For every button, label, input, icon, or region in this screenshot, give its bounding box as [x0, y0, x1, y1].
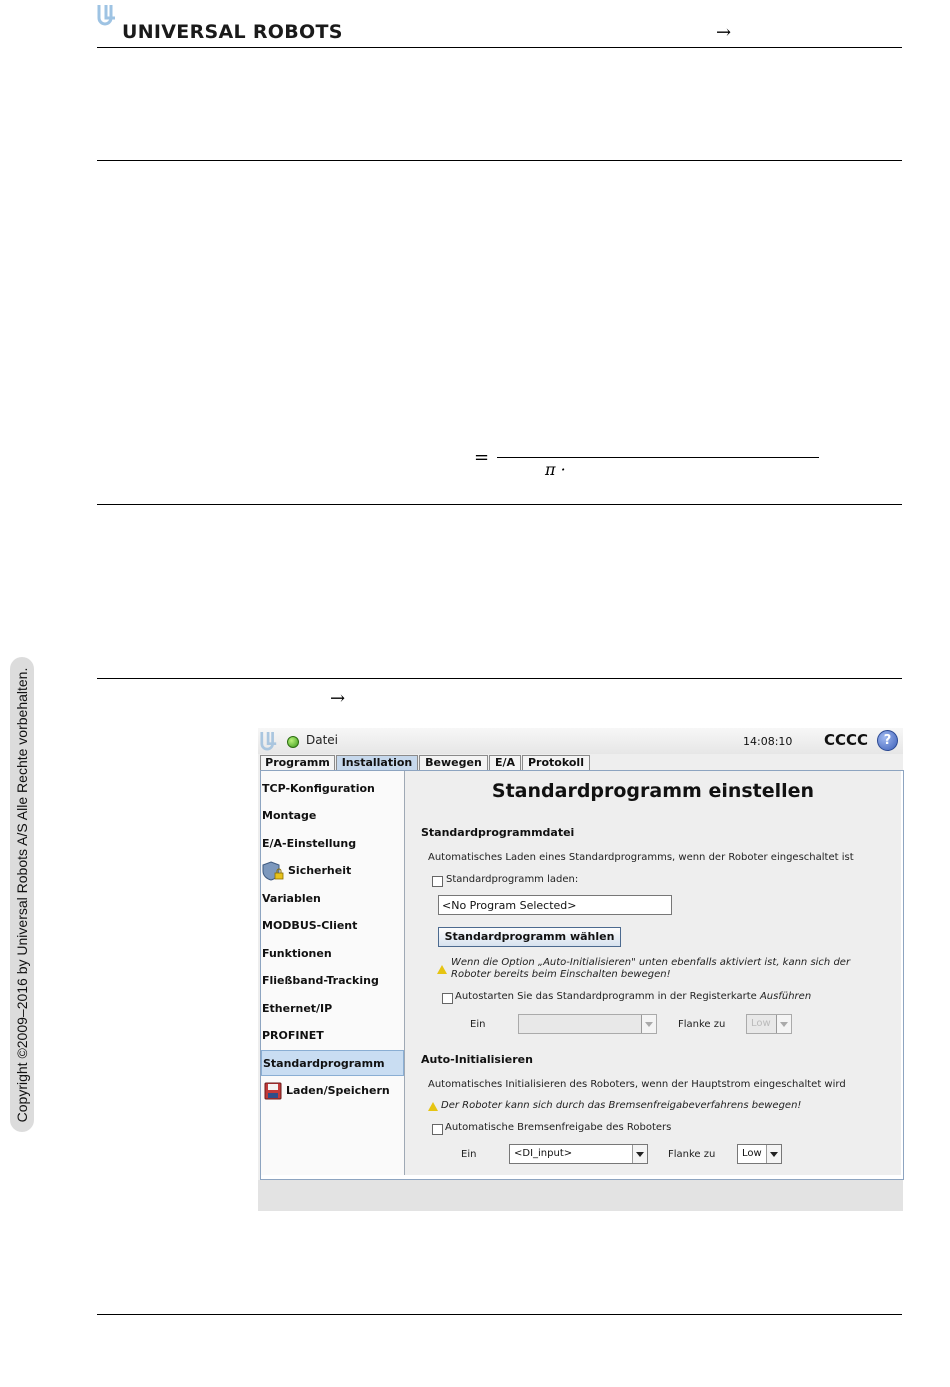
- warning-icon: [437, 965, 447, 974]
- section-arrow: →: [330, 688, 346, 709]
- select-value: Low: [751, 1018, 771, 1029]
- autostart-checkbox[interactable]: [442, 993, 453, 1004]
- auto-init-flanke-label: Flanke zu: [668, 1149, 716, 1160]
- status-indicator-icon: [287, 736, 299, 748]
- autostart-warning-line1: Wenn die Option „Auto-Initialisieren" unten ebenfalls aktiviert ist, kann sich der: [451, 957, 851, 968]
- brake-warning: Der Roboter kann sich durch das Bremsenfreigabeverfahrens bewegen!: [441, 1100, 802, 1111]
- nav-item-label: Sicherheit: [288, 864, 352, 877]
- nav-item-variablen[interactable]: Variablen: [262, 892, 321, 905]
- bottom-bar: [258, 1180, 903, 1211]
- autostart-edge-select[interactable]: [746, 1014, 792, 1034]
- formula-equals: =: [474, 447, 490, 468]
- autostart-label-text: Autostarten Sie das Standardprogramm in der Registerkarte: [455, 991, 760, 1002]
- nav-item-montage[interactable]: Montage: [262, 809, 317, 822]
- autostart-label-emphasis: Ausführen: [759, 991, 812, 1002]
- program-file-field[interactable]: <No Program Selected>: [438, 895, 672, 915]
- nav-item-sicherheit[interactable]: [261, 858, 404, 884]
- installation-nav: [261, 771, 405, 1175]
- chevron-down-icon: [632, 1145, 647, 1163]
- autostart-label: [455, 991, 811, 1002]
- chevron-down-icon: [641, 1015, 656, 1033]
- tab-protokoll[interactable]: Protokoll: [522, 755, 590, 770]
- ur-logo-icon: [97, 4, 117, 26]
- brake-release-label: Automatische Bremsenfreigabe des Roboters: [445, 1122, 672, 1133]
- nav-item-standardprogramm[interactable]: Standardprogramm: [261, 1050, 404, 1076]
- autostart-ein-label: Ein: [470, 1019, 486, 1030]
- autostart-input-select[interactable]: [518, 1014, 657, 1034]
- default-file-description: Automatisches Laden eines Standardprogramms, wenn der Roboter eingeschaltet ist: [428, 852, 854, 863]
- choose-program-button[interactable]: Standardprogramm wählen: [438, 927, 621, 947]
- shield-lock-icon: [262, 861, 284, 881]
- select-value: <DI_input>: [514, 1148, 573, 1159]
- fraction-bar: [497, 457, 819, 458]
- copyright-text: Copyright ©2009–2016 by Universal Robots A/S Alle Rechte vorbehalten.: [14, 667, 30, 1122]
- auto-init-edge-select[interactable]: [737, 1144, 782, 1164]
- auto-init-description: Automatisches Initialisieren des Roboters, wenn der Hauptstrom eingeschaltet wird: [428, 1079, 846, 1090]
- tab-ea[interactable]: E/A: [489, 755, 521, 770]
- nav-item-profinet[interactable]: PROFINET: [262, 1029, 324, 1042]
- select-value: Low: [742, 1148, 762, 1159]
- robot-name: CCCC: [824, 731, 869, 749]
- rule: [97, 678, 902, 679]
- rule: [97, 160, 902, 161]
- page-title: Standardprogramm einstellen: [491, 780, 815, 802]
- autostart-warning-line2: Roboter bereits beim Einschalten bewegen!: [451, 969, 671, 980]
- help-icon[interactable]: ?: [877, 730, 898, 751]
- formula-denominator: π ·: [545, 460, 566, 479]
- auto-init-input-select[interactable]: [509, 1144, 648, 1164]
- brake-release-checkbox[interactable]: [432, 1124, 443, 1135]
- rule: [97, 1314, 902, 1315]
- ur-logo-icon: [260, 731, 278, 751]
- nav-item-ea-einstellung[interactable]: E/A-Einstellung: [262, 837, 357, 850]
- load-default-label: Standardprogramm laden:: [446, 874, 579, 885]
- nav-item-ethernet-ip[interactable]: Ethernet/IP: [262, 1002, 333, 1015]
- clock: 14:08:10: [743, 735, 793, 748]
- nav-item-label: Laden/Speichern: [286, 1084, 390, 1097]
- tab-bewegen[interactable]: Bewegen: [419, 755, 488, 770]
- nav-item-laden-speichern[interactable]: [261, 1078, 404, 1104]
- auto-init-ein-label: Ein: [461, 1149, 477, 1160]
- rule: [97, 47, 902, 48]
- content-frame: [260, 770, 904, 1180]
- rule: [97, 504, 902, 505]
- autostart-flanke-label: Flanke zu: [678, 1019, 726, 1030]
- floppy-disk-icon: [264, 1082, 282, 1100]
- nav-item-modbus[interactable]: MODBUS-Client: [262, 919, 358, 932]
- brand-name: UNIVERSAL ROBOTS: [122, 21, 343, 43]
- warning-icon: [428, 1102, 438, 1111]
- top-bar: [258, 728, 903, 754]
- header-arrow: →: [716, 22, 732, 43]
- section-heading-auto-init: Auto-Initialisieren: [421, 1053, 533, 1066]
- polyscope-screenshot: [258, 728, 903, 1211]
- nav-item-funktionen[interactable]: Funktionen: [262, 947, 332, 960]
- section-heading-default-file: Standardprogrammdatei: [421, 826, 575, 839]
- file-menu[interactable]: Datei: [306, 733, 339, 747]
- nav-item-fliessband[interactable]: Fließband-Tracking: [262, 974, 379, 987]
- tab-programm[interactable]: Programm: [260, 755, 335, 770]
- copyright-tab: [10, 657, 34, 1132]
- load-default-checkbox[interactable]: [432, 876, 443, 887]
- tab-installation[interactable]: Installation: [336, 755, 418, 770]
- chevron-down-icon: [766, 1145, 781, 1163]
- nav-item-tcp[interactable]: TCP-Konfiguration: [262, 782, 375, 795]
- chevron-down-icon: [776, 1015, 791, 1033]
- settings-pane: [405, 771, 901, 1175]
